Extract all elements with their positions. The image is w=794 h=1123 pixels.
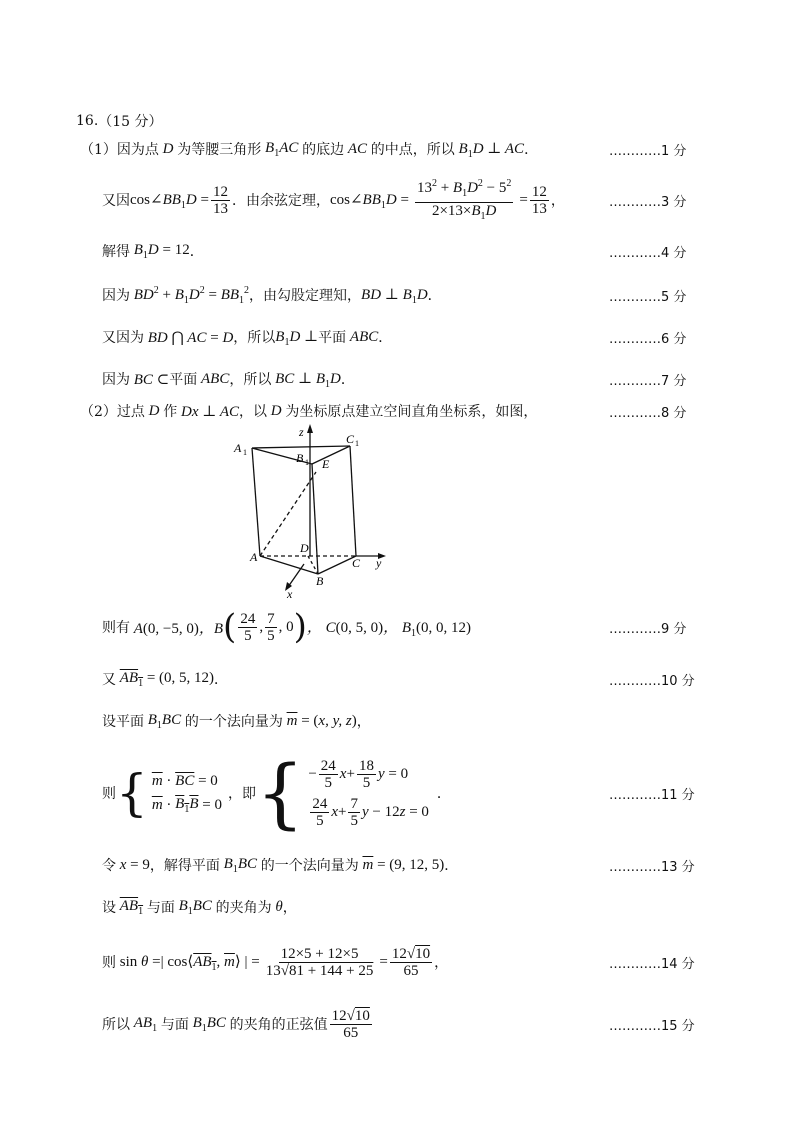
math: $\cos\angle BB_1D$ =	[329, 191, 409, 211]
math: $\overline{m} = (9$, 12, 5)	[362, 856, 445, 873]
score-mark: …………11 分	[609, 787, 695, 803]
score-mark: …………10 分	[609, 673, 695, 689]
label-a: A	[250, 550, 258, 564]
text: 过点	[116, 404, 145, 420]
score-mark: …………14 分	[609, 956, 695, 972]
brace: {	[116, 764, 148, 822]
step-line: 因为 $BD^2 + B_1D^2 = BB_1^2$ ，由勾股定理知， BD ⊥ $B_1D$ ． …………5 分	[0, 280, 794, 310]
text: 所以	[102, 1017, 130, 1033]
math: x = 9	[116, 856, 150, 873]
math: $B_1BC$	[144, 711, 185, 731]
score-mark: …………1 分	[609, 143, 687, 159]
step-line: 又因 $\cos\angle BB_1D$ = $\frac{12}{13}$ ．由余弦定理， $\cos\angle BB_1D$ = $\frac{13^2 + B_1D^2 - 5^2}{2\times 13\times B_1D}$ = $\frac{12}{13}$ ， …………3 分	[0, 180, 794, 220]
label-sub: 1	[243, 448, 247, 457]
step-line: 又因为 BD ⋂ AC = D ，所以 $B_1D$ ⊥ 平面 ABC ． …………6 分	[0, 322, 794, 352]
text: 的中点，所以	[370, 142, 455, 158]
fraction: $\frac{12√10}{65}$	[331, 1007, 370, 1041]
label-a1: A	[234, 441, 242, 455]
text: 解得	[102, 244, 130, 260]
text: 因为点	[116, 142, 159, 158]
label-y: y	[376, 556, 382, 570]
step-line: （1） 因为点 D 为等腰三角形 $B_1AC$ 的底边 AC 的中点，所以 $B_1D$ ⊥ AC ． …………1 分	[0, 134, 794, 164]
text: 则有	[102, 620, 130, 636]
step-line: 令 x = 9 ，解得平面 $B_1BC$ 的一个法向量为 $\overline{m} = (9$, 12, 5) ． …………13 分	[0, 850, 794, 880]
text: 与面	[146, 900, 175, 916]
text: ，所以	[233, 330, 276, 346]
math: BC ⊥ $B_1D$	[271, 370, 341, 390]
math: $B_1BC$	[188, 1014, 230, 1034]
math: BD ⊥ $B_1D$	[361, 286, 428, 306]
label-b1: B	[296, 451, 304, 465]
math: $AB_1 = (0$, 5, 12)	[119, 669, 215, 689]
math: ABC	[346, 328, 379, 345]
equation-system: − $\frac{24}{5}$ x + $\frac{18}{5}$ y = 0 $\frac{24}{5}$ x + $\frac{7}{5}$ y − 12 z = 0	[308, 757, 429, 829]
text: 平面	[169, 372, 198, 388]
score-mark: …………5 分	[609, 289, 687, 305]
paren: (	[223, 607, 237, 647]
prism-figure	[230, 422, 400, 600]
part-label: （2）	[80, 404, 117, 420]
text: 的一个法向量为	[260, 858, 359, 874]
step-line: 解得 $B_1D = 12$ ． …………4 分	[0, 236, 794, 266]
label-c: C	[352, 556, 361, 570]
math: A(0, −5, 0)，B	[130, 620, 224, 637]
text: 又	[102, 672, 116, 688]
math: D	[158, 140, 178, 157]
text: 因为	[102, 372, 130, 388]
score-mark: …………3 分	[609, 194, 687, 210]
step-line: 则 { $\overline{m}$ · $\overline{BC}$ = 0 $\overline{m}$ · $B_1B$ = 0 ，即 { − $\frac{24}{5}$ x + $\frac{18}{5}$ y = 0 $\frac{24}{5}$ x + $\frac{7}{5}$ y − 12 z = 0 ． …………11 分	[102, 748, 695, 837]
problem-header	[0, 106, 794, 136]
step-line: 因为 BC ⊂ 平面 ABC ，所以 BC ⊥ $B_1D$ ． …………7 分	[0, 364, 794, 394]
text: 平面	[318, 330, 347, 346]
math: $AB_1$	[119, 897, 144, 917]
math: D	[267, 402, 286, 419]
text: 令	[102, 858, 116, 874]
math: $B_1BC$	[219, 855, 261, 875]
math: $B_1D = 12$	[130, 241, 190, 261]
fraction: $\frac{12√10}{65}$	[391, 945, 431, 979]
math: =	[519, 191, 528, 208]
label-c1: C	[346, 432, 355, 446]
score-mark: …………13 分	[609, 859, 695, 875]
text: ，即	[227, 786, 256, 802]
text: 设	[102, 900, 116, 916]
text: 为等腰三角形	[177, 142, 262, 158]
step-line	[0, 1004, 794, 1044]
step-line: 设 $AB_1$ 与面 $B_1BC$ 的夹角为 θ ，	[102, 897, 297, 917]
math: BD ⋂ AC = D	[144, 329, 234, 346]
step-line: 又 $AB_1 = (0$, 5, 12) ． …………10 分	[0, 664, 794, 694]
text: ．由余弦定理，	[231, 193, 330, 209]
label-z: z	[299, 425, 304, 439]
text: 的夹角为	[215, 900, 272, 916]
score-mark: …………6 分	[609, 331, 687, 347]
text: 为坐标原点建立空间直角坐标系，如图，	[285, 404, 538, 420]
text: 又因	[102, 193, 130, 209]
brace: {	[255, 748, 305, 837]
math: $\overline{m} = (x$, y, z)	[286, 712, 357, 729]
math: Dx ⊥ AC	[177, 403, 240, 420]
math: BC ⊂	[130, 371, 170, 388]
text: ，以	[239, 404, 268, 420]
math: $AB_1$	[130, 1014, 158, 1034]
math: D	[144, 402, 164, 419]
label-x: x	[287, 587, 293, 600]
fraction: $\frac{24}{5}$	[240, 610, 256, 644]
fraction: $\frac{12}{13}$	[531, 183, 547, 217]
math: $B_1AC$	[261, 139, 303, 159]
text: 作	[163, 404, 178, 420]
fraction: $\frac{7}{5}$	[267, 610, 275, 644]
math: $BD^2 + B_1D^2 = BB_1^2$	[130, 284, 250, 306]
math: $B_1D$ ⊥ AC	[454, 140, 525, 160]
fraction: $\frac{13^2 + B_1D^2 - 5^2}{2\times 13\times B_1D}$	[416, 177, 512, 222]
label-b: B	[316, 574, 324, 588]
text: 与面	[160, 1017, 189, 1033]
math: $B_1D$ ⊥	[275, 328, 319, 348]
text: 则	[102, 786, 116, 802]
fraction: $\frac{12}{13}$	[212, 183, 228, 217]
label-d: D	[300, 541, 309, 555]
text: ，由勾股定理知，	[249, 288, 362, 304]
score-mark: …………15 分	[609, 1018, 695, 1034]
math: AC	[344, 140, 371, 157]
math: $B_1BC$	[174, 897, 216, 917]
equation-system: $\overline{m}$ · $\overline{BC}$ = 0 $\overline{m}$ · $B_1B$ = 0	[151, 772, 222, 815]
score-mark: …………4 分	[609, 245, 687, 261]
score-mark: …………9 分	[609, 621, 687, 637]
step-line: 设平面 $B_1BC$ 的一个法向量为 $\overline{m} = (x$, y, z) ，	[102, 711, 371, 731]
paren: )	[293, 607, 307, 647]
step-line: 则 sin θ =| $\cos⟨AB_1$, $\overline{m}⟩$ | = $\frac{12\times 5 + 12\times 5}{13√81 + 144 + 25}$ = $\frac{12√10}{65}$ ， …………14 分	[0, 940, 794, 984]
text: ，解得平面	[149, 858, 220, 874]
math: ABC	[197, 370, 230, 387]
text: 的夹角的正弦值	[229, 1017, 328, 1033]
text: 的一个法向量为	[184, 714, 283, 730]
text: 设平面	[102, 714, 144, 730]
text: 因为	[102, 288, 130, 304]
math: , 0	[278, 618, 294, 635]
math: =	[379, 953, 388, 970]
problem-points: （15 分）	[98, 114, 163, 130]
math: sin θ =| $\cos⟨AB_1$, $\overline{m}⟩$ | =	[119, 953, 260, 973]
text: 的底边	[302, 142, 345, 158]
math: $\cos\angle BB_1D$ =	[130, 191, 209, 211]
step-line	[0, 608, 794, 646]
math: ,	[259, 618, 264, 635]
label-sub: 1	[305, 458, 309, 467]
score-mark: …………8 分	[609, 405, 687, 421]
label-sub: 1	[355, 439, 359, 448]
text: ，所以	[229, 372, 272, 388]
score-mark: …………7 分	[609, 373, 687, 389]
text: 又因为	[102, 330, 144, 346]
math: ， C(0, 5, 0)， $B_1(0$, 0, 12)	[306, 619, 472, 639]
math: θ	[271, 898, 283, 915]
label-e: E	[322, 457, 330, 471]
problem-number: 16.	[76, 113, 99, 129]
fraction: $\frac{12\times 5 + 12\times 5}{13√81 + 144 + 25}$	[265, 945, 374, 979]
text: 则	[102, 955, 116, 971]
part-label: （1）	[80, 142, 117, 158]
